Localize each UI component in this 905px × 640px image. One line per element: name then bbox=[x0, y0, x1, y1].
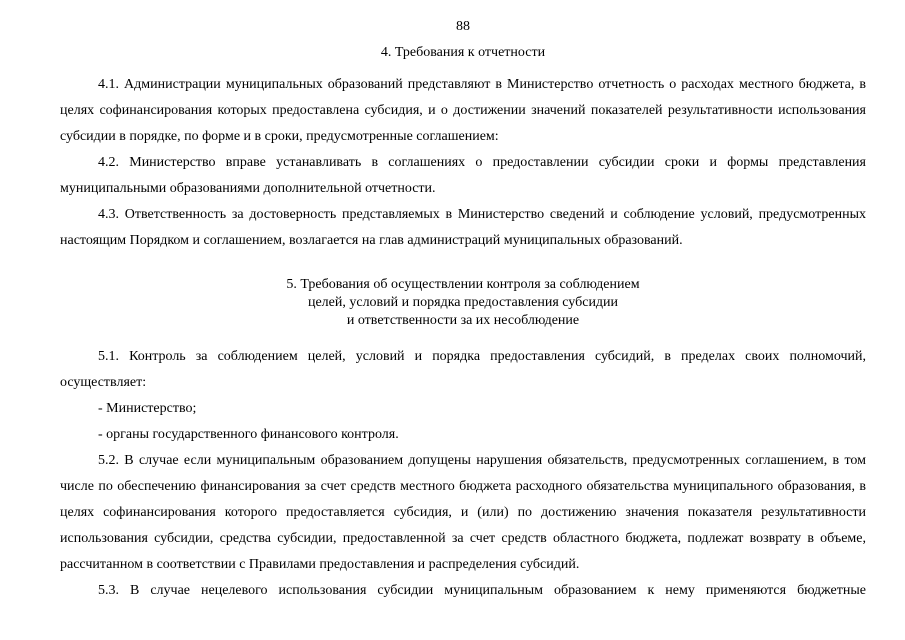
list-item-control-bodies: - органы государственного финансового контроля. bbox=[98, 427, 399, 442]
section-4-heading: 4. Требования к отчетности bbox=[380, 45, 546, 60]
list-item-ministry: - Министерство; bbox=[98, 401, 197, 416]
section-5-heading bbox=[60, 276, 866, 330]
paragraph-5-1: 5.1. Контроль за соблюдением целей, условий и порядка предоставления субсидий, в пределах своих полномочий, осуществляет: bbox=[60, 349, 866, 390]
paragraph-4-3: 4.3. Ответственность за достоверность представляемых в Министерство сведений и соблюдение условий, предусмотренных настоящим Порядком и соглашением, возлагается на глав администраций муниципальных образований. bbox=[60, 207, 866, 248]
paragraph-4-2: 4.2. Министерство вправе устанавливать в соглашениях о предоставлении субсидии сроки и формы представления муниципальными образованиями дополнительной отчетности. bbox=[60, 155, 866, 196]
section-5-heading-line: 5. Требования об осуществлении контроля за соблюдением bbox=[286, 277, 640, 292]
paragraph-4-1: 4.1. Администрации муниципальных образований представляют в Министерство отчетность о расходах местного бюджета, в целях софинансирования которых предоставлена субсидия, и о достижении значений показателей результативности использования субсидии в порядке, по форме и в сроки, предусмотренные соглашением: bbox=[60, 77, 866, 144]
section-5-heading-line: целей, условий и порядка предоставления субсидии bbox=[307, 295, 619, 310]
section-5-heading-line: и ответственности за их несоблюдение bbox=[346, 313, 580, 328]
page-number: 88 bbox=[456, 19, 470, 34]
document-page bbox=[60, 18, 866, 604]
paragraph-5-3: 5.3. В случае нецелевого использования субсидии муниципальным образованием к нему применяются бюджетные bbox=[98, 583, 866, 598]
paragraph-5-2: 5.2. В случае если муниципальным образованием допущены нарушения обязательств, предусмотренных соглашением, в том числе по обеспечению финансирования за счет средств местного бюджета расходного обязательства муниципального образования, в целях софинансирования которого предоставляется субсидия, и (или) по достижению значения показателя результативности использования субсидии, средства субсидии, предоставленной за счет средств областного бюджета, подлежат возврату в объеме, рассчитанном в соответствии с Правилами предоставления и распределения субсидий. bbox=[60, 453, 866, 572]
